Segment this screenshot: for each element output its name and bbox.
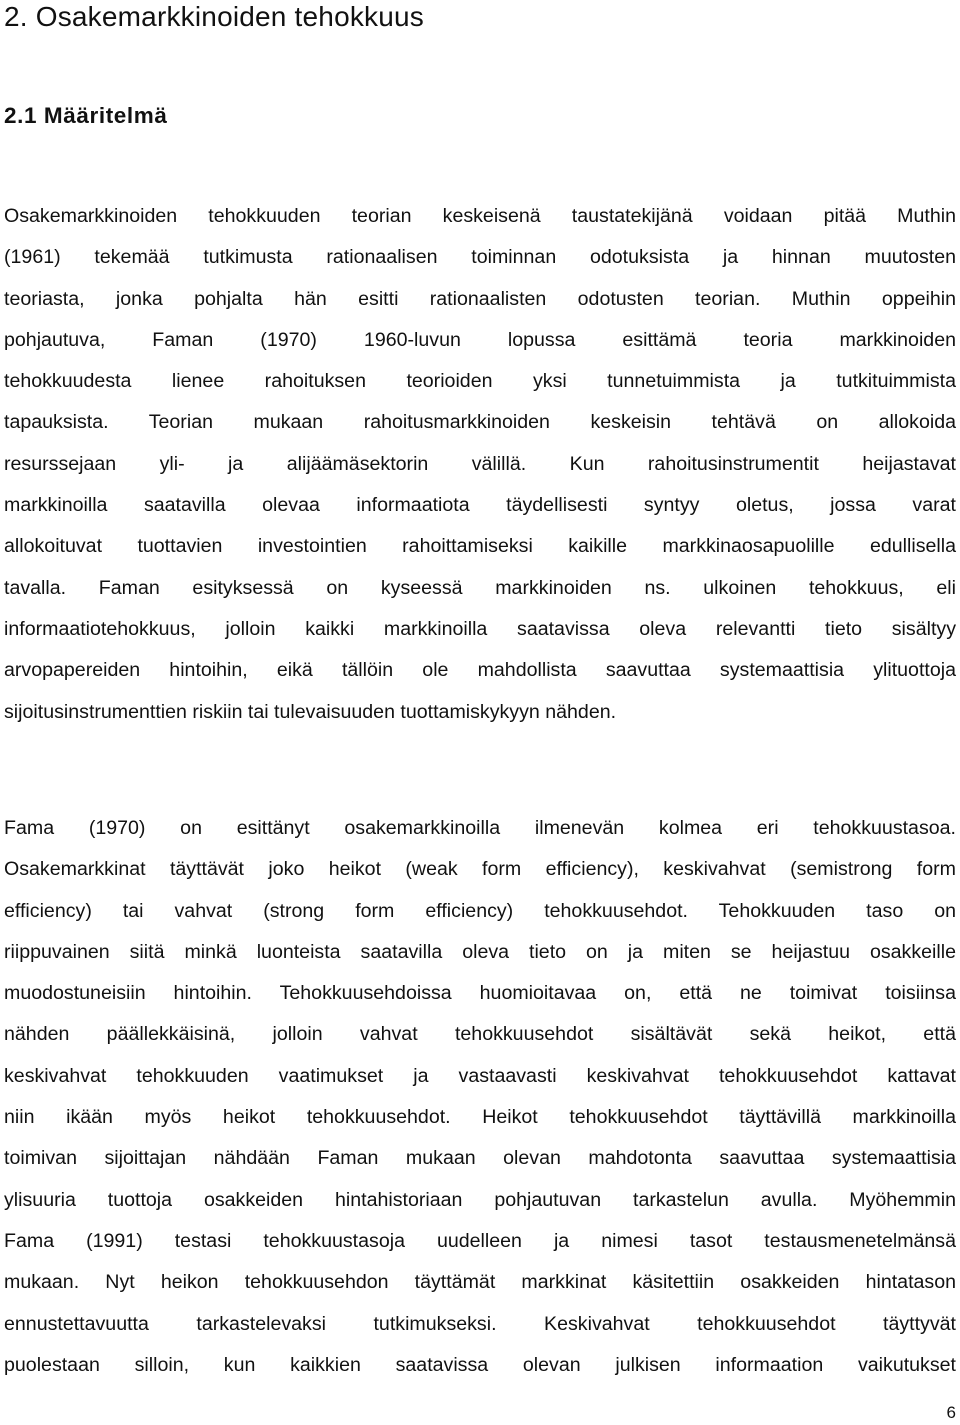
paragraph-line: resurssejaan yli- ja alijäämäsektorin välillä. Kun rahoitusinstrumentit heijastavat: [4, 452, 956, 475]
paragraph-line: riippuvainen siitä minkä luonteista saatavilla oleva tieto on ja miten se heijastuu osakkeille: [4, 940, 956, 963]
paragraph-line: muodostuneisiin hintoihin. Tehokkuusehdoissa huomioitavaa on, että ne toimivat toisiinsa: [4, 982, 956, 1005]
paragraph-line: mukaan. Nyt heikon tehokkuusehdon täyttämät markkinat käsitettiin osakkeiden hintatason: [4, 1271, 956, 1294]
paragraph-line: niin ikään myös heikot tehokkuusehdot. Heikot tehokkuusehdot täyttävillä markkinoilla: [4, 1106, 956, 1129]
section-heading: 2. Osakemarkkinoiden tehokkuus: [4, 1, 424, 32]
paragraph-line: puolestaan silloin, kun kaikkien saatavissa olevan julkisen informaation vaikutukset: [4, 1353, 956, 1376]
subsection-heading: 2.1 Määritelmä: [4, 103, 168, 128]
paragraph-line: allokoituvat tuottavien investointien rahoittamiseksi kaikille markkinaosapuolille edullisella: [4, 535, 956, 558]
paragraph-line: informaatiotehokkuus, jolloin kaikki markkinoilla saatavissa oleva relevantti tieto sisältyy: [4, 617, 956, 640]
paragraph-line: pohjautuva, Faman (1970) 1960-luvun lopussa esittämä teoria markkinoiden: [4, 328, 956, 351]
paragraph-line: (1961) tekemää tutkimusta rationaalisen toiminnan odotuksista ja hinnan muutosten: [4, 246, 956, 269]
paragraph-line: tapauksista. Teorian mukaan rahoitusmarkkinoiden keskeisin tehtävä on allokoida: [4, 411, 956, 434]
paragraph-line: keskivahvat tehokkuuden vaatimukset ja vastaavasti keskivahvat tehokkuusehdot kattavat: [4, 1064, 956, 1087]
paragraph-line: ennustettavuutta tarkastelevaksi tutkimukseksi. Keskivahvat tehokkuusehdot täyttyvät: [4, 1312, 956, 1335]
paragraph-line: Osakemarkkinoiden tehokkuuden teorian keskeisenä taustatekijänä voidaan pitää Muthin: [4, 205, 956, 227]
paragraph-line: teoriasta, jonka pohjalta hän esitti rationaalisten odotusten teorian. Muthin oppeihin: [4, 287, 956, 310]
paragraph-line: markkinoilla saatavilla olevaa informaatiota täydellisesti syntyy oletus, jossa varat: [4, 494, 956, 517]
paragraph-line: ylisuuria tuottoja osakkeiden hintahistoriaan pohjautuvan tarkastelun avulla. Myöhemmin: [4, 1188, 956, 1211]
paragraph-line: sijoitusinstrumenttien riskiin tai tulevaisuuden tuottamiskykyyn nähden.: [4, 700, 617, 723]
paragraph-line: efficiency) tai vahvat (strong form efficiency) tehokkuusehdot. Tehokkuuden taso on: [4, 899, 956, 922]
paragraph-2: [4, 808, 956, 1386]
paragraph-line: tehokkuudesta lienee rahoituksen teorioiden yksi tunnetuimmista ja tutkituimmista: [4, 370, 956, 393]
paragraph-line: toimivan sijoittajan nähdään Faman mukaan olevan mahdotonta saavuttaa systemaattisia: [4, 1147, 956, 1170]
paragraph-line: Fama (1970) on esittänyt osakemarkkinoilla ilmenevän kolmea eri tehokkuustasoa.: [4, 817, 956, 839]
paragraph-1: [4, 196, 956, 733]
paragraph-line: arvopapereiden hintoihin, eikä tällöin ole mahdollista saavuttaa systemaattisia ylituottoja: [4, 659, 956, 682]
paragraph-line: Osakemarkkinat täyttävät joko heikot (weak form efficiency), keskivahvat (semistrong form: [4, 858, 956, 881]
paragraph-line: Fama (1991) testasi tehokkuustasoja uudelleen ja nimesi tasot testausmenetelmänsä: [4, 1229, 956, 1252]
paragraph-line: tavalla. Faman esityksessä on kyseessä markkinoiden ns. ulkoinen tehokkuus, eli: [4, 576, 956, 599]
paragraph-line: nähden päällekkäisinä, jolloin vahvat tehokkuusehdot sisältävät sekä heikot, että: [4, 1023, 956, 1046]
page-number: 6: [946, 1403, 956, 1422]
